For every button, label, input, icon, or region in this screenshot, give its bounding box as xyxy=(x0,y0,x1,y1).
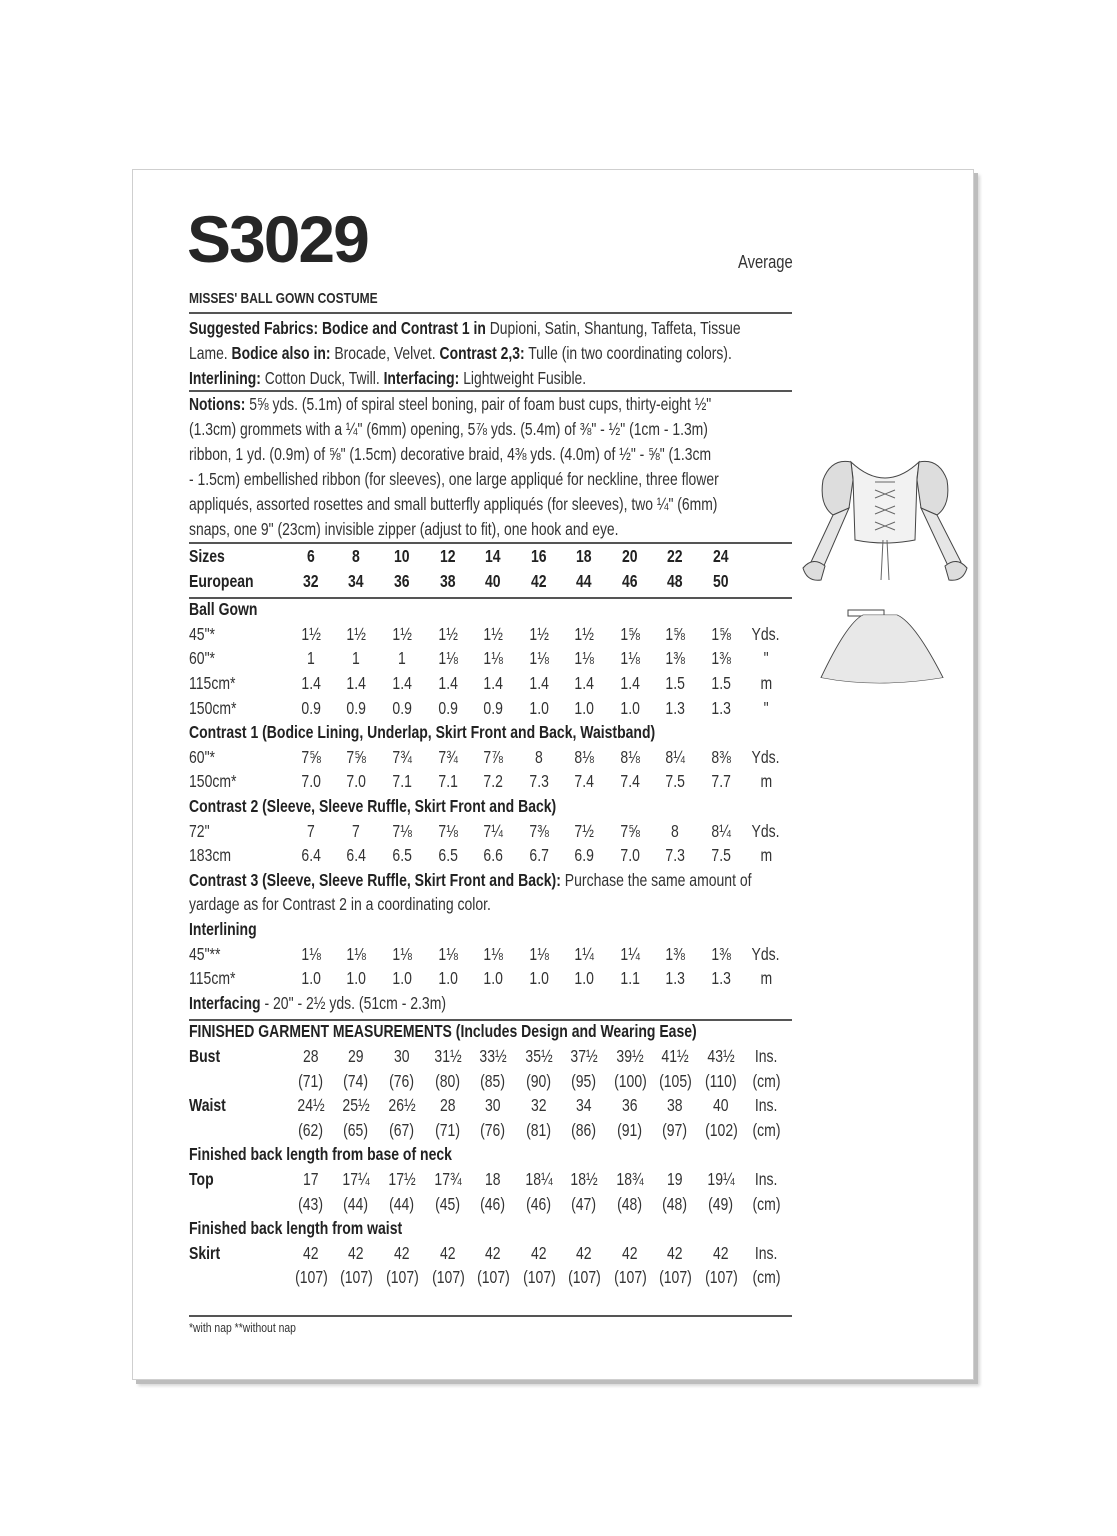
ball-gown-row xyxy=(189,698,792,722)
cell: 7⅜ xyxy=(529,820,549,841)
cell: (80) xyxy=(435,1070,461,1091)
cell: 7¾ xyxy=(392,746,412,767)
row-label: 72" xyxy=(189,820,210,841)
contrast2-row xyxy=(189,845,792,869)
cell: 30 xyxy=(485,1095,501,1116)
unit: " xyxy=(763,697,769,718)
cell: 1.0 xyxy=(620,697,640,718)
cell: 1 xyxy=(398,648,406,669)
cell: 1 xyxy=(352,648,360,669)
cell: 8 xyxy=(671,820,679,841)
cell: 48 xyxy=(667,570,683,591)
contrast2-row xyxy=(189,821,792,845)
cell: 43½ xyxy=(707,1046,735,1066)
divider xyxy=(189,1315,792,1317)
cell: 1.0 xyxy=(529,697,549,718)
cell: 42 xyxy=(667,1242,683,1263)
cell: (91) xyxy=(617,1119,643,1140)
cell: 44 xyxy=(576,570,592,591)
cell: 24½ xyxy=(297,1095,325,1116)
cell: (107) xyxy=(431,1267,465,1288)
row-label: 150cm* xyxy=(189,697,237,718)
cell: 42 xyxy=(531,1242,547,1263)
cell: 40 xyxy=(713,1095,729,1116)
cell: 1⅝ xyxy=(665,623,685,644)
top-cm-row xyxy=(189,1194,792,1218)
cell: 7.0 xyxy=(346,771,366,792)
cell: (107) xyxy=(522,1267,556,1288)
cell: 1.3 xyxy=(711,968,731,989)
cell: 35½ xyxy=(525,1046,553,1066)
cell: 19¼ xyxy=(707,1169,735,1189)
cell: 1½ xyxy=(483,623,503,644)
row-label: Bust xyxy=(189,1046,221,1066)
cell: (71) xyxy=(435,1119,461,1140)
cell: (76) xyxy=(389,1070,415,1091)
cell: 19 xyxy=(667,1169,683,1189)
unit: (cm) xyxy=(751,1070,780,1091)
bust-row xyxy=(189,1046,792,1070)
cell: 1½ xyxy=(301,623,321,644)
cell: 1.4 xyxy=(301,673,321,693)
cell: 1.4 xyxy=(392,673,412,693)
cell: 38 xyxy=(440,570,456,591)
cell: 1.0 xyxy=(301,968,321,989)
row-label: Skirt xyxy=(189,1242,221,1263)
top-length-heading: Finished back length from base of neck xyxy=(189,1144,452,1165)
cell: (107) xyxy=(567,1267,601,1288)
ball-gown-row xyxy=(189,624,792,648)
cell: 1½ xyxy=(438,623,458,644)
cell: 1½ xyxy=(529,623,549,644)
unit: (cm) xyxy=(751,1267,780,1288)
cell: (44) xyxy=(389,1193,415,1214)
cell: 7.1 xyxy=(438,771,458,792)
unit: (cm) xyxy=(751,1119,780,1140)
interlining-row xyxy=(189,968,792,992)
bust-cm-row xyxy=(189,1071,792,1095)
divider xyxy=(189,597,792,599)
contrast1-row xyxy=(189,747,792,771)
cell: (48) xyxy=(662,1193,688,1214)
cell: 1.0 xyxy=(529,968,549,989)
cell: 42 xyxy=(394,1242,410,1263)
cell: 0.9 xyxy=(346,697,366,718)
cell: (62) xyxy=(298,1119,324,1140)
cell: 7.3 xyxy=(529,771,549,792)
cell: 6.5 xyxy=(438,845,458,866)
unit: m xyxy=(760,673,772,693)
cell: 7⅝ xyxy=(620,820,640,841)
cell: 42 xyxy=(303,1242,319,1263)
contrast1-heading: Contrast 1 (Bodice Lining, Underlap, Skirt Front and Back, Waistband) xyxy=(189,722,656,743)
cell: 25½ xyxy=(342,1095,370,1116)
cell: 7.2 xyxy=(483,771,503,792)
cell: (97) xyxy=(662,1119,688,1140)
cell: (107) xyxy=(658,1267,692,1288)
cell: 6.9 xyxy=(574,845,594,866)
cell: 1⅛ xyxy=(438,943,458,964)
cell: (107) xyxy=(704,1267,738,1288)
cell: 1⅛ xyxy=(346,943,366,964)
cell: 42 xyxy=(576,1242,592,1263)
row-label: Top xyxy=(189,1169,214,1189)
cell: 7⅛ xyxy=(438,820,458,841)
cell: 1⅜ xyxy=(711,648,731,669)
cell: 1.0 xyxy=(392,968,412,989)
row-label: 60"* xyxy=(189,648,215,669)
cell: (49) xyxy=(708,1193,734,1214)
skirt-illustration xyxy=(821,610,943,683)
cell: 1⅜ xyxy=(665,648,685,669)
cell: 1⅛ xyxy=(483,943,503,964)
unit: Yds. xyxy=(751,820,781,841)
cell: 7.4 xyxy=(574,771,594,792)
cell: 1⅛ xyxy=(438,648,458,669)
unit: Ins. xyxy=(754,1242,778,1263)
cell: 18 xyxy=(576,546,592,566)
skirt-row xyxy=(189,1243,792,1267)
cell: 33½ xyxy=(479,1046,507,1066)
unit: Ins. xyxy=(754,1169,778,1189)
cell: 1.4 xyxy=(574,673,594,693)
difficulty-level: Average xyxy=(738,252,793,272)
cell: 6 xyxy=(307,546,315,566)
cell: (102) xyxy=(704,1119,738,1140)
unit: m xyxy=(760,771,772,792)
cell: 36 xyxy=(622,1095,638,1116)
cell: 1.5 xyxy=(665,673,685,693)
cell: 16 xyxy=(531,546,547,566)
cell: (47) xyxy=(571,1193,597,1214)
cell: (107) xyxy=(339,1267,373,1288)
cell: 42 xyxy=(531,570,547,591)
cell: 7⅝ xyxy=(346,746,366,767)
ball-gown-heading: Ball Gown xyxy=(189,599,258,620)
cell: 42 xyxy=(440,1242,456,1263)
notions: Notions: 5⅝ yds. (5.1m) of spiral steel boning, pair of foam bust cups, thirty-eight ½" (1.3cm) grommets with a ¼" (6mm) opening, 5⅞ yds. (5.4m) of ⅜" - ½" (1cm - 1.3m) ribbon, 1 yd. (0.9m) of ⅝" (1.5cm) decorative braid, 4⅜ yds. (4.0m) of ½" - ⅝" (1.3cm - 1.5cm) embellished ribbon (for sleeves), one large appliqué for neckline, three flower appliqués, assorted rosettes and small butterfly appliqués (for sleeves), two ¼" (6mm) snaps, one 9" (23cm) invisible zipper (adjust to fit), one hook and eye. xyxy=(189,394,719,539)
finished-measurements-heading: FINISHED GARMENT MEASUREMENTS (Includes Design and Wearing Ease) xyxy=(189,1021,697,1042)
cell: 1.0 xyxy=(574,968,594,989)
cell: 0.9 xyxy=(392,697,412,718)
ball-gown-row xyxy=(189,673,792,697)
cell: 1.0 xyxy=(438,968,458,989)
cell: (48) xyxy=(617,1193,643,1214)
cell: 0.9 xyxy=(483,697,503,718)
cell: 7 xyxy=(307,820,315,841)
row-label: 45"** xyxy=(189,943,221,964)
contrast3-text: yardage as for Contrast 2 in a coordinating color. xyxy=(189,894,491,915)
cell: 1.4 xyxy=(346,673,366,693)
cell: (43) xyxy=(298,1193,324,1214)
cell: 6.5 xyxy=(392,845,412,866)
ball-gown-row xyxy=(189,648,792,672)
cell: 20 xyxy=(622,546,638,566)
cell: 1.0 xyxy=(574,697,594,718)
unit: Yds. xyxy=(751,746,781,767)
cell: 17¼ xyxy=(342,1169,370,1189)
cell: 37½ xyxy=(570,1046,598,1066)
unit: " xyxy=(763,648,769,669)
cell: 1⅝ xyxy=(620,623,640,644)
cell: 1.3 xyxy=(711,697,731,718)
cell: 41½ xyxy=(661,1046,689,1066)
cell: 1⅜ xyxy=(665,943,685,964)
cell: 42 xyxy=(713,1242,729,1263)
cell: 39½ xyxy=(616,1046,644,1066)
cell: 18¼ xyxy=(525,1169,553,1189)
cell: 42 xyxy=(622,1242,638,1263)
cell: 1¼ xyxy=(574,943,594,964)
cell: 38 xyxy=(667,1095,683,1116)
cell: 10 xyxy=(394,546,410,566)
pattern-title: MISSES' BALL GOWN COSTUME xyxy=(189,290,378,307)
row-label: 60"* xyxy=(189,746,215,767)
cell: (105) xyxy=(658,1070,692,1091)
cell: 1.0 xyxy=(483,968,503,989)
cell: (85) xyxy=(480,1070,506,1091)
cell: 32 xyxy=(303,570,319,591)
european-sizes-row xyxy=(189,571,792,595)
cell: 1.1 xyxy=(620,968,640,989)
cell: 24 xyxy=(713,546,729,566)
cell: 42 xyxy=(485,1242,501,1263)
row-label: 115cm* xyxy=(189,673,236,693)
cell: 1½ xyxy=(392,623,412,644)
cell: (71) xyxy=(298,1070,324,1091)
cell: 1.4 xyxy=(620,673,640,693)
unit: Yds. xyxy=(751,943,781,964)
cell: (46) xyxy=(480,1193,506,1214)
cell: 1⅛ xyxy=(574,648,594,669)
skirt-length-heading: Finished back length from waist xyxy=(189,1218,403,1239)
cell: 8⅛ xyxy=(620,746,640,767)
cell: 1.4 xyxy=(438,673,458,693)
row-label: 183cm xyxy=(189,845,232,866)
unit: Ins. xyxy=(754,1046,778,1066)
cell: 28 xyxy=(440,1095,456,1116)
cell: 1⅛ xyxy=(392,943,412,964)
cell: 17½ xyxy=(388,1169,416,1189)
cell: 7.0 xyxy=(620,845,640,866)
top-row xyxy=(189,1169,792,1193)
cell: 1⅛ xyxy=(483,648,503,669)
interlining-row xyxy=(189,944,792,968)
cell: 7.1 xyxy=(392,771,412,792)
cell: 6.6 xyxy=(483,845,503,866)
cell: 7¾ xyxy=(438,746,458,767)
cell: (45) xyxy=(435,1193,461,1214)
cell: 7⅝ xyxy=(301,746,321,767)
cell: (95) xyxy=(571,1070,597,1091)
cell: (65) xyxy=(343,1119,369,1140)
cell: 1⅛ xyxy=(620,648,640,669)
cell: 29 xyxy=(348,1046,364,1066)
bodice-illustration xyxy=(803,461,967,580)
cell: 7.5 xyxy=(665,771,685,792)
cell: (107) xyxy=(476,1267,510,1288)
cell: 7⅛ xyxy=(392,820,412,841)
cell: 0.9 xyxy=(438,697,458,718)
cell: (67) xyxy=(389,1119,415,1140)
cell: 1¼ xyxy=(620,943,640,964)
cell: 8 xyxy=(535,746,543,767)
cell: 30 xyxy=(394,1046,410,1066)
cell: 12 xyxy=(440,546,456,566)
cell: (107) xyxy=(613,1267,647,1288)
cell: 0.9 xyxy=(301,697,321,718)
row-label: European xyxy=(189,570,254,591)
cell: 6.7 xyxy=(529,845,549,866)
cell: 1.4 xyxy=(529,673,549,693)
cell: 1⅛ xyxy=(301,943,321,964)
cell: (100) xyxy=(613,1070,647,1091)
cell: 1.5 xyxy=(711,673,731,693)
cell: 42 xyxy=(348,1242,364,1263)
cell: 7 xyxy=(352,820,360,841)
cell: 1⅜ xyxy=(711,943,731,964)
cell: 7.0 xyxy=(301,771,321,792)
cell: 7.4 xyxy=(620,771,640,792)
divider xyxy=(189,542,792,544)
cell: 18½ xyxy=(570,1169,598,1189)
cell: (76) xyxy=(480,1119,506,1140)
cell: (74) xyxy=(343,1070,369,1091)
cell: 32 xyxy=(531,1095,547,1116)
cell: 14 xyxy=(485,546,501,566)
unit: Yds. xyxy=(751,623,781,644)
cell: 7½ xyxy=(574,820,594,841)
divider xyxy=(189,312,792,314)
unit: (cm) xyxy=(751,1193,780,1214)
row-label: 45"* xyxy=(189,623,215,644)
cell: 34 xyxy=(576,1095,592,1116)
cell: 6.4 xyxy=(301,845,321,866)
row-label: Sizes xyxy=(189,546,225,566)
cell: (90) xyxy=(526,1070,552,1091)
unit: Ins. xyxy=(754,1095,778,1116)
cell: 28 xyxy=(303,1046,319,1066)
cell: 34 xyxy=(348,570,364,591)
row-label: 115cm* xyxy=(189,968,236,989)
footnote: *with nap **without nap xyxy=(189,1320,296,1335)
unit: m xyxy=(760,968,772,989)
pattern-envelope-back xyxy=(132,169,974,1380)
suggested-fabrics: Suggested Fabrics: Bodice and Contrast 1 in Dupioni, Satin, Shantung, Taffeta, Tissue Lame. Bodice also in: Brocade, Velvet. Contrast 2,3: Tulle (in two coordinating colors). Interlining: Cotton Duck, Twill. Interfacing: Lightweight Fusible. xyxy=(189,318,741,388)
sizes-row xyxy=(189,546,792,570)
cell: 1.3 xyxy=(665,968,685,989)
row-label: Waist xyxy=(189,1095,226,1116)
cell: 17 xyxy=(303,1169,319,1189)
cell: (110) xyxy=(705,1070,737,1091)
waist-cm-row xyxy=(189,1120,792,1144)
interfacing-line: Interfacing - 20" - 2½ yds. (51cm - 2.3m) xyxy=(189,992,447,1013)
cell: (46) xyxy=(526,1193,552,1214)
contrast2-heading: Contrast 2 (Sleeve, Sleeve Ruffle, Skirt Front and Back) xyxy=(189,796,557,816)
cell: 36 xyxy=(394,570,410,591)
cell: 8⅛ xyxy=(574,746,594,767)
cell: 1.0 xyxy=(346,968,366,989)
skirt-cm-row xyxy=(189,1267,792,1291)
cell: 22 xyxy=(667,546,683,566)
cell: 8¼ xyxy=(711,820,731,841)
cell: 7.7 xyxy=(711,771,731,792)
cell: (107) xyxy=(385,1267,419,1288)
cell: 40 xyxy=(485,570,501,591)
cell: 1.3 xyxy=(665,697,685,718)
cell: 7⅞ xyxy=(483,746,503,767)
cell: (86) xyxy=(571,1119,597,1140)
cell: 7.3 xyxy=(665,845,685,866)
cell: 6.4 xyxy=(346,845,366,866)
interlining-heading: Interlining xyxy=(189,919,257,939)
cell: (81) xyxy=(526,1119,552,1140)
cell: 1⅛ xyxy=(529,648,549,669)
cell: 50 xyxy=(713,570,729,591)
cell: 26½ xyxy=(388,1095,416,1116)
garment-illustration xyxy=(793,330,973,690)
row-label: 150cm* xyxy=(189,771,237,792)
cell: (44) xyxy=(343,1193,369,1214)
cell: 1.4 xyxy=(483,673,503,693)
cell: 1½ xyxy=(346,623,366,644)
contrast3-heading: Contrast 3 (Sleeve, Sleeve Ruffle, Skirt Front and Back): Purchase the same amount of xyxy=(189,869,752,890)
cell: 18¾ xyxy=(616,1169,644,1189)
pattern-number: S3029 xyxy=(187,202,368,276)
cell: 8 xyxy=(352,546,360,566)
cell: 8¼ xyxy=(665,746,685,767)
contrast1-row xyxy=(189,771,792,795)
cell: 7.5 xyxy=(711,845,731,866)
cell: (107) xyxy=(294,1267,328,1288)
cell: 7¼ xyxy=(483,820,503,841)
unit: m xyxy=(760,845,772,866)
cell: 8⅜ xyxy=(711,746,731,767)
cell: 46 xyxy=(622,570,638,591)
waist-row xyxy=(189,1095,792,1119)
cell: 17¾ xyxy=(434,1169,462,1189)
cell: 1 xyxy=(307,648,315,669)
cell: 18 xyxy=(485,1169,501,1189)
cell: 1⅝ xyxy=(711,623,731,644)
cell: 1⅛ xyxy=(529,943,549,964)
cell: 31½ xyxy=(434,1046,462,1066)
cell: 1½ xyxy=(574,623,594,644)
